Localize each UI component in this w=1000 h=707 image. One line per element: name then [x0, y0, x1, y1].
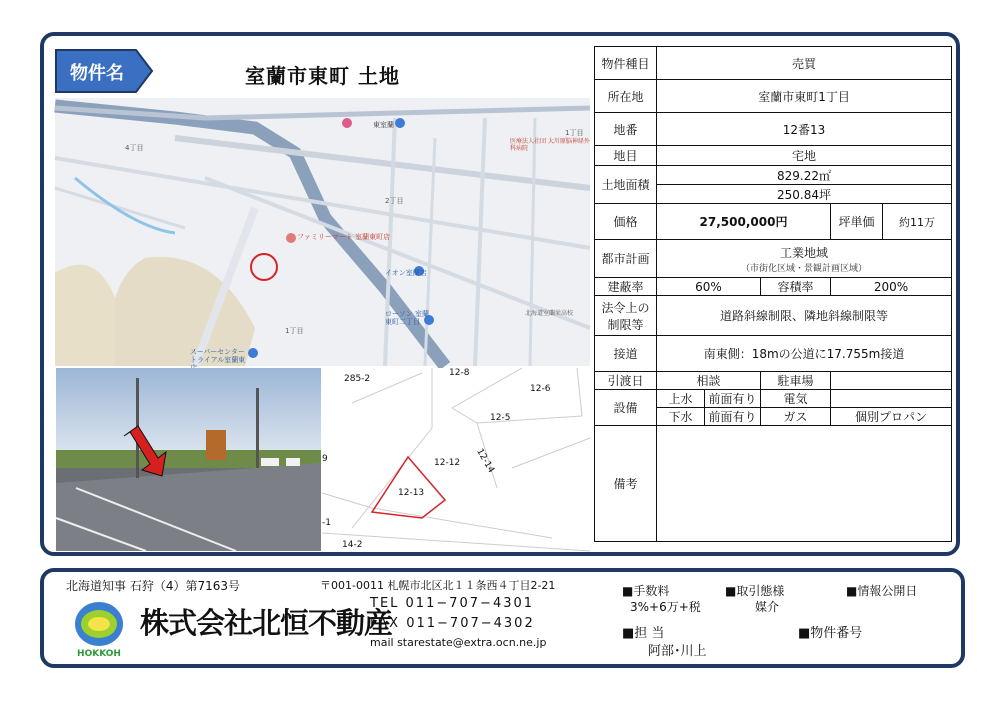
- lot-label-9: 9: [322, 454, 328, 464]
- handover-value: 相談: [657, 372, 761, 390]
- bcr-value: 60%: [657, 278, 761, 296]
- map-label-4chome: 4丁目: [125, 144, 144, 152]
- road-label: 接道: [595, 336, 657, 372]
- water-label: 上水: [657, 390, 705, 408]
- property-spec-table: [594, 46, 952, 542]
- gas-value: 個別プロパン: [831, 408, 952, 426]
- deal-type-label: ■取引態様: [725, 584, 785, 598]
- city-plan-label: 都市計画: [595, 240, 657, 278]
- lot-label-12-14: 12-14: [474, 447, 496, 475]
- bcr-label: 建蔽率: [595, 278, 657, 296]
- legal-label-1: 法令上の: [601, 300, 650, 315]
- lot-label-12-5: 12-5: [490, 413, 511, 423]
- map-label-hospital: 医療法人社団 大川原脳神経外科病院: [510, 138, 590, 152]
- fax-number: FAX 011−707−4302: [370, 616, 535, 631]
- info-date-label: ■情報公開日: [846, 584, 918, 598]
- location-label: 所在地: [595, 80, 657, 113]
- lot-label-12-12: 12-12: [434, 458, 461, 468]
- land-use-value: 宅地: [657, 146, 952, 166]
- license-number: 北海道知事 石狩（4）第7163号: [66, 579, 240, 593]
- land-area-tsubo: 250.84坪: [657, 185, 952, 204]
- lot-label-285-2: 285-2: [344, 374, 371, 384]
- fee-value: 3%+6万+税: [630, 600, 701, 614]
- sewer-value: 前面有り: [705, 408, 761, 426]
- land-use-label: 地目: [595, 146, 657, 166]
- legal-label-cell: [595, 296, 657, 336]
- lot-number-value: 12番13: [657, 113, 952, 146]
- lot-number-label: 地番: [595, 113, 657, 146]
- map-label-station: 東室蘭: [373, 121, 394, 129]
- parking-value: [831, 372, 952, 390]
- lot-label-1: -1: [322, 518, 331, 528]
- handover-label: 引渡日: [595, 372, 657, 390]
- property-name-tag-label: 物件名: [70, 63, 124, 84]
- far-value: 200%: [831, 278, 952, 296]
- company-name: 株式会社北恒不動産: [140, 606, 393, 640]
- land-area-label: 土地面積: [595, 166, 657, 204]
- city-plan-value: 工業地域: [780, 245, 829, 260]
- logo-text: HOKKOH: [77, 649, 121, 659]
- map-label-1chome-east: 1丁目: [565, 129, 584, 137]
- far-label: 容積率: [761, 278, 831, 296]
- unit-price-value: 約11万: [883, 204, 952, 240]
- property-name-tag: [56, 50, 152, 92]
- location-value: 室蘭市東町1丁目: [657, 80, 952, 113]
- map-label-trial: スーパーセンター トライアル室蘭東: [190, 348, 246, 364]
- site-photo: [56, 368, 321, 551]
- deal-type-value: 媒介: [755, 600, 780, 614]
- company-address: 〒001-0011 札幌市北区北１１条西４丁目2-21: [320, 579, 556, 592]
- lot-plan: [322, 368, 590, 551]
- notes-label: 備考: [595, 426, 657, 542]
- staff-value: 阿部･川上: [648, 644, 707, 659]
- lot-label-14-2: 14-2: [342, 540, 363, 550]
- lot-label-12-6: 12-6: [530, 384, 551, 394]
- map-label-1chome: 1丁目: [285, 327, 304, 335]
- type-value: 売買: [657, 47, 952, 80]
- price-label: 価格: [595, 204, 657, 240]
- staff-label: ■担 当: [622, 626, 665, 641]
- facilities-label: 設備: [595, 390, 657, 426]
- electric-value: [831, 390, 952, 408]
- map-label-school: 北海道室蘭栄高校: [525, 310, 574, 317]
- notes-value: [657, 426, 952, 542]
- page-title: 室蘭市東町 土地: [245, 64, 400, 88]
- electric-label: 電気: [761, 390, 831, 408]
- fee-label: ■手数料: [622, 584, 670, 598]
- location-map[interactable]: [55, 98, 590, 366]
- water-value: 前面有り: [705, 390, 761, 408]
- map-label-lawson: ローソン 室蘭東町二丁目: [385, 310, 429, 326]
- price-value: 27,500,000円: [657, 204, 831, 240]
- map-label-aeon: イオン室蘭店: [385, 269, 427, 277]
- map-label-familymart: ファミリーマート 室蘭東町店: [297, 233, 391, 241]
- unit-price-label: 坪単価: [831, 204, 883, 240]
- tel-number[interactable]: TEL 011−707−4301: [370, 596, 535, 611]
- property-id-label: ■物件番号: [798, 626, 863, 641]
- city-plan-sub: （市街化区域・景観計画区域）: [741, 263, 868, 274]
- mail-address[interactable]: mail starestate@extra.ocn.ne.jp: [370, 636, 547, 649]
- hokkoh-logo: [70, 598, 128, 660]
- legal-label-2: 制限等: [607, 317, 644, 332]
- type-label: 物件種目: [595, 47, 657, 80]
- lot-label-12-8: 12-8: [449, 368, 470, 378]
- map-label-2chome: 2丁目: [385, 197, 404, 205]
- road-value: 南東側：18mの公道に17.755m接道: [657, 336, 952, 372]
- gas-label: ガス: [761, 408, 831, 426]
- parking-label: 駐車場: [761, 372, 831, 390]
- sewer-label: 下水: [657, 408, 705, 426]
- legal-value: 道路斜線制限、隣地斜線制限等: [657, 296, 952, 336]
- city-plan-cell: [657, 240, 952, 278]
- land-area-m2: 829.22㎡: [657, 166, 952, 185]
- lot-label-12-13: 12-13: [398, 488, 425, 498]
